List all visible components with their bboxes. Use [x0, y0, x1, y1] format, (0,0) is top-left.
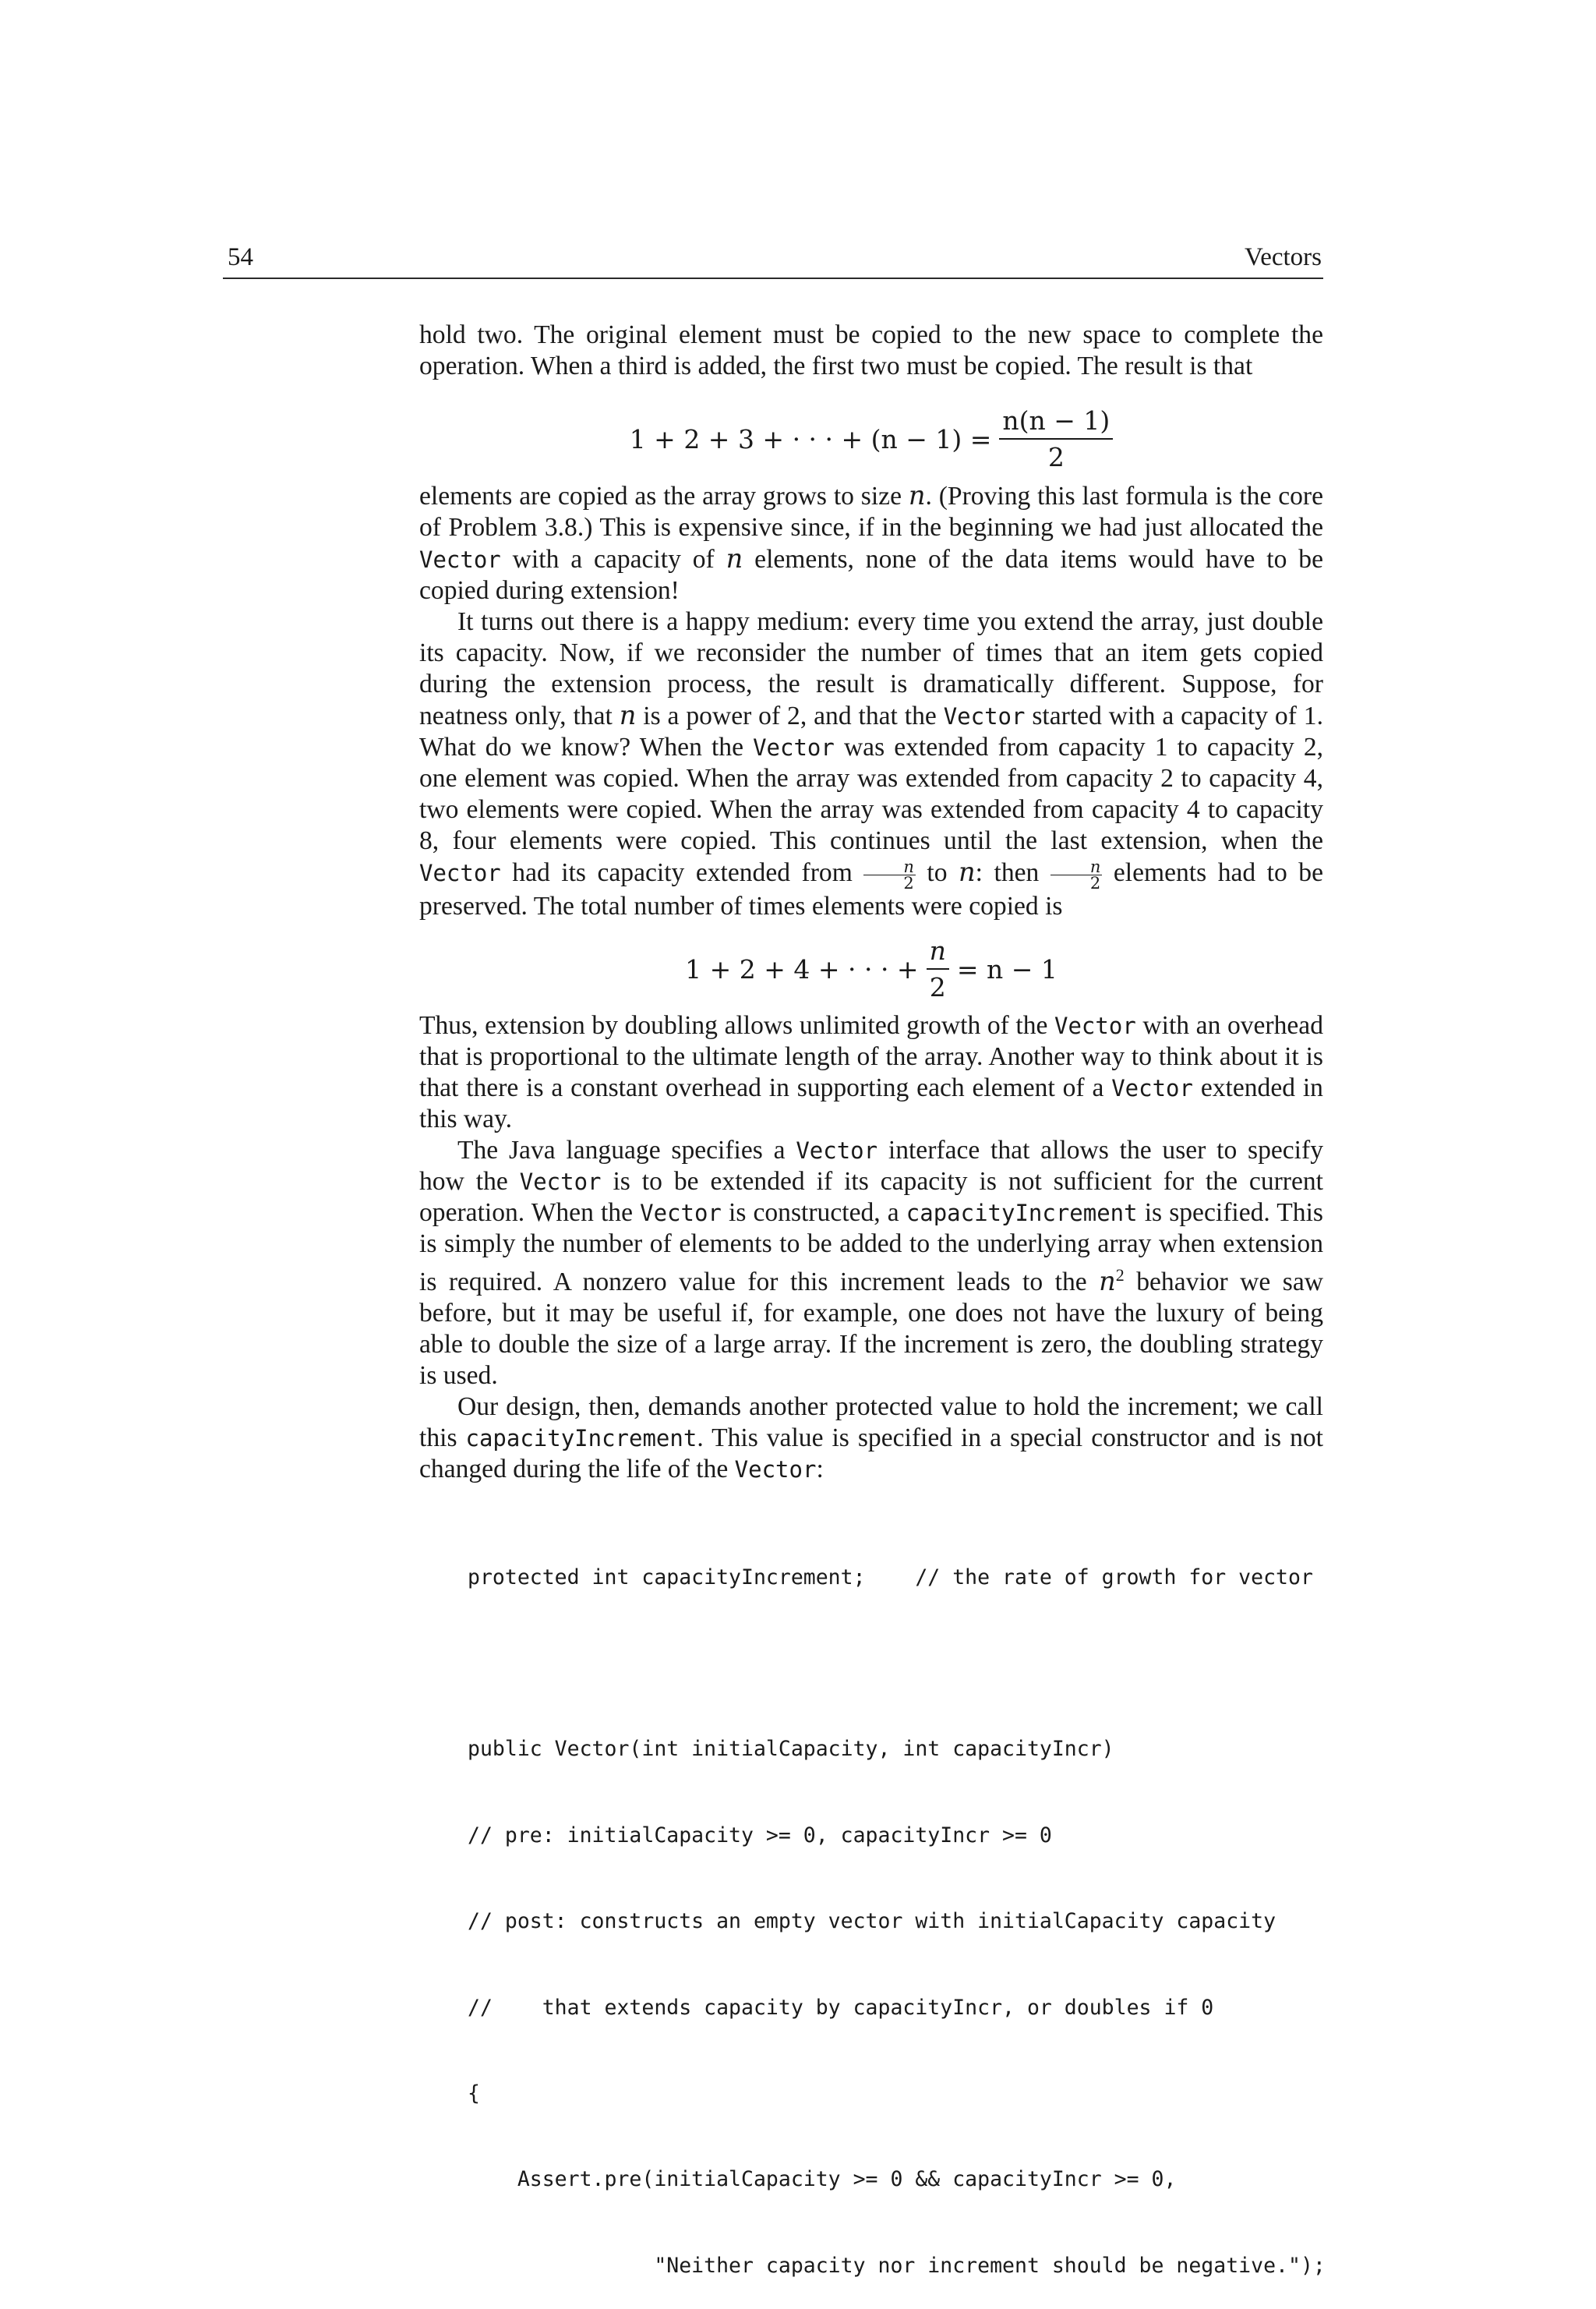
paragraph-java-vector: The Java language specifies a Vector interface that allows the user to specify how the Vector is to be extended if its capacity is not sufficient for the current operation. When the Vector is constructed, a capacityIncrement is specified. This is simply the number of elements to be added to the underlying array when extension is required. A nonzero value for this increment leads to the $n^2$ behavior we saw before, but it may be useful if, for example, one does not have the luxury of being able to double the size of a large array. If the increment is zero, the doubling strategy is used. — [419, 1136, 1323, 1391]
paragraph-intro — [419, 320, 1323, 382]
paragraph-overhead: Thus, extension by doubling allows unlimited growth of the Vector with an overhead that is proportional to the ultimate length of the array. Another way to think about it is that there is a constant overhead in supporting each element of a Vector extended in this way. — [419, 1011, 1323, 1133]
code-listing — [468, 1506, 1326, 2309]
running-header — [223, 239, 1323, 279]
paragraph-doubling: It turns out there is a happy medium: every time you extend the array, just double its capacity. Now, if we reconsider the number of times that an item gets copied during the extension process, the result is dramatically different. Suppose, for neatness only, that n is a power of 2, and that the Vector started with a capacity of 1. What do we know? When the Vector was extended from capacity 1 to capacity 2, one element was copied. When the array was extended from capacity 2 to capacity 4, two elements were copied. When the array was extended from capacity 4 to capacity 8, four elements were copied. This continues until the last extension, when the Vector had its capacity extended from $\frac{n}{2}$ to n: then $\frac{n}{2}$ elements had to be preserved. The total number of times elements were copied is — [419, 607, 1323, 921]
fraction-numerator: n(n − 1) — [999, 405, 1113, 440]
paragraph-design: Our design, then, demands another protected value to hold the increment; we call this capacityIncrement. This value is specified in a special constructor and is not changed during the life of the Vector: — [419, 1392, 1323, 1484]
paragraph-body — [419, 480, 1323, 922]
fraction-denominator: 2 — [929, 972, 946, 1002]
code-line: // pre: initialCapacity >= 0, capacityIncr >= 0 — [468, 1823, 1052, 1848]
code-line: public Vector(int initialCapacity, int capacityIncr) — [468, 1737, 1114, 1762]
equation-arithmetic-sum — [419, 407, 1323, 471]
code-line: "Neither capacity nor increment should be negative."); — [468, 2253, 1326, 2278]
equation-fraction — [927, 935, 949, 1002]
equation-lhs: 1 + 2 + 3 + · · · + (n − 1) = — [629, 423, 992, 454]
equation-rhs: = n − 1 — [956, 953, 1058, 985]
paragraph-text: hold two. The original element must be copied to the new space to complete the operation. When a third is added, the first two must be copied. The result is that — [419, 320, 1323, 380]
equation-geometric-sum — [419, 937, 1323, 1001]
chapter-title: Vectors — [1245, 243, 1322, 271]
inline-fraction: $\frac{n}{2}$ — [1050, 859, 1103, 891]
fraction-denominator: 2 — [1047, 442, 1065, 472]
fraction-numerator: n — [927, 935, 949, 970]
code-line: // that extends capacity by capacityIncr, or doubles if 0 — [468, 1995, 1214, 2020]
code-line: protected int capacityIncrement; // the rate of growth for vector — [468, 1565, 1313, 1589]
code-line — [468, 1650, 1323, 1678]
paragraph-body-2 — [419, 1010, 1323, 1485]
paragraph-copy-cost: elements are copied as the array grows to size n. (Proving this last formula is the core of Problem 3.8.) This is expensive since, if in the beginning we had just allocated the Vector with a capacity of n elements, none of the data items would have to be copied during extension! — [419, 480, 1324, 605]
equation-fraction — [999, 405, 1113, 472]
inline-fraction: $\frac{n}{2}$ — [863, 859, 916, 891]
equation-lhs: 1 + 2 + 4 + · · · + — [685, 953, 919, 985]
page-number: 54 — [228, 243, 253, 271]
code-line: { — [468, 2081, 480, 2106]
code-line: Assert.pre(initialCapacity >= 0 && capacityIncr >= 0, — [468, 2167, 1177, 2192]
code-line: // post: constructs an empty vector with initialCapacity capacity — [468, 1909, 1276, 1934]
